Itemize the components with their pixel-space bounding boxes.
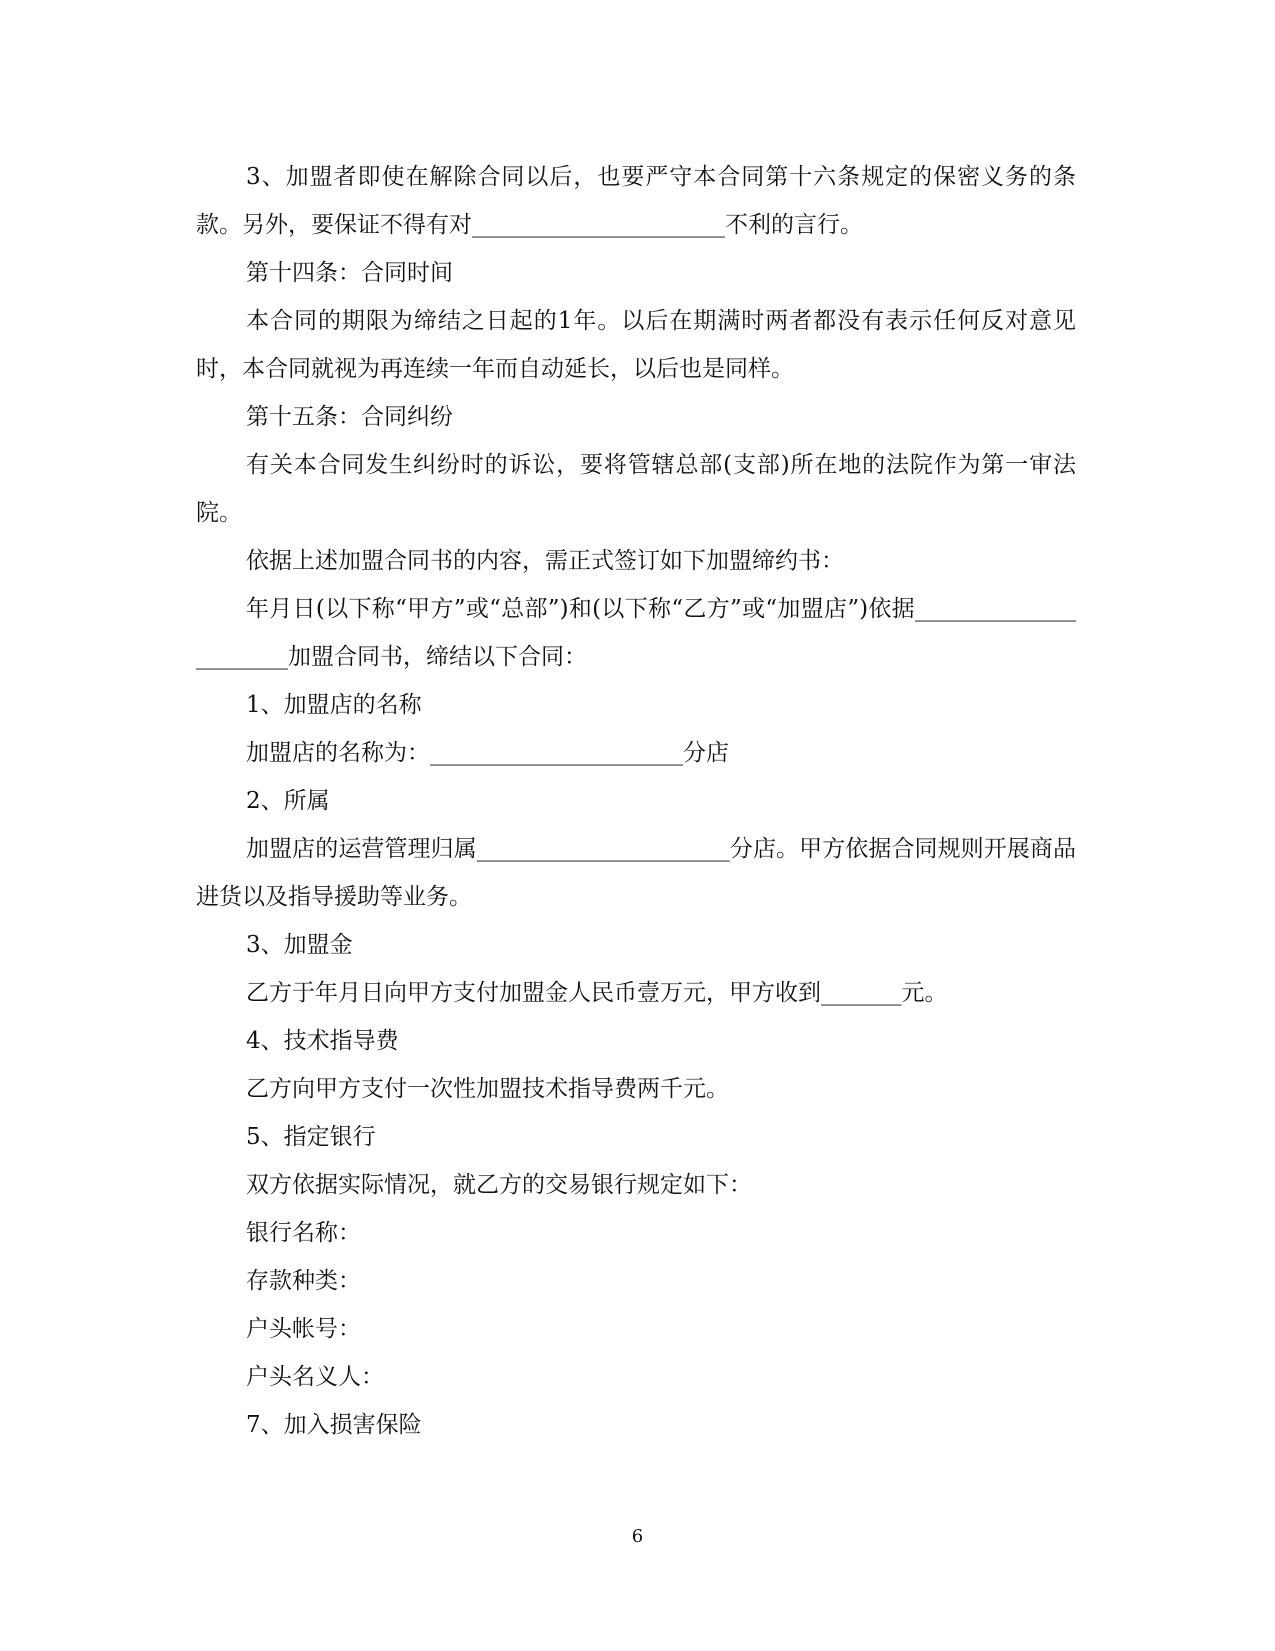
paragraph-store-name: 加盟店的名称为：______________________分店: [246, 740, 729, 766]
item-7-heading: 7、加入损害保险: [246, 1412, 422, 1438]
paragraph-parties: 年月日(以下称“甲方”或“总部”)和(以下称“乙方”或“加盟店”)依据______________________加盟合同书，缔结以下合同：: [196, 596, 1076, 670]
field-bank-name: 银行名称：: [246, 1220, 361, 1246]
item-2-heading: 2、所属: [246, 788, 330, 814]
paragraph-signing-intro: 依据上述加盟合同书的内容，需正式签订如下加盟缔约书：: [246, 548, 844, 574]
field-deposit-type: 存款种类：: [246, 1268, 361, 1294]
item-4-heading: 4、技术指导费: [246, 1028, 399, 1054]
field-account-holder: 户头名义人：: [246, 1364, 384, 1390]
paragraph-franchise-fee: 乙方于年月日向甲方支付加盟金人民币壹万元，甲方收到_______元。: [246, 980, 948, 1006]
item-5-heading: 5、指定银行: [246, 1124, 376, 1150]
paragraph-contract-term: 本合同的期限为缔结之日起的1年。以后在期满时两者都没有表示任何反对意见时，本合同就视为再连续一年而自动延长，以后也是同样。: [196, 308, 1076, 382]
paragraph-bank-intro: 双方依据实际情况，就乙方的交易银行规定如下：: [246, 1172, 752, 1198]
paragraph-technical-fee: 乙方向甲方支付一次性加盟技术指导费两千元。: [246, 1076, 729, 1102]
article-15-heading: 第十五条：合同纠纷: [246, 404, 453, 430]
item-1-heading: 1、加盟店的名称: [246, 692, 422, 718]
item-3-heading: 3、加盟金: [246, 932, 353, 958]
paragraph-confidentiality-clause: 3、加盟者即使在解除合同以后，也要严守本合同第十六条规定的保密义务的条款。另外，要保证不得有对______________________不利的言行。: [196, 164, 1076, 238]
article-14-heading: 第十四条：合同时间: [246, 260, 453, 286]
paragraph-affiliation: 加盟店的运营管理归属______________________分店。甲方依据合同规则开展商品进货以及指导援助等业务。: [196, 836, 1076, 910]
field-account-number: 户头帐号：: [246, 1316, 361, 1342]
page-number: 6: [631, 1526, 644, 1547]
document-body: [196, 153, 1076, 1449]
paragraph-contract-dispute: 有关本合同发生纠纷时的诉讼，要将管辖总部(支部)所在地的法院作为第一审法院。: [196, 452, 1076, 526]
